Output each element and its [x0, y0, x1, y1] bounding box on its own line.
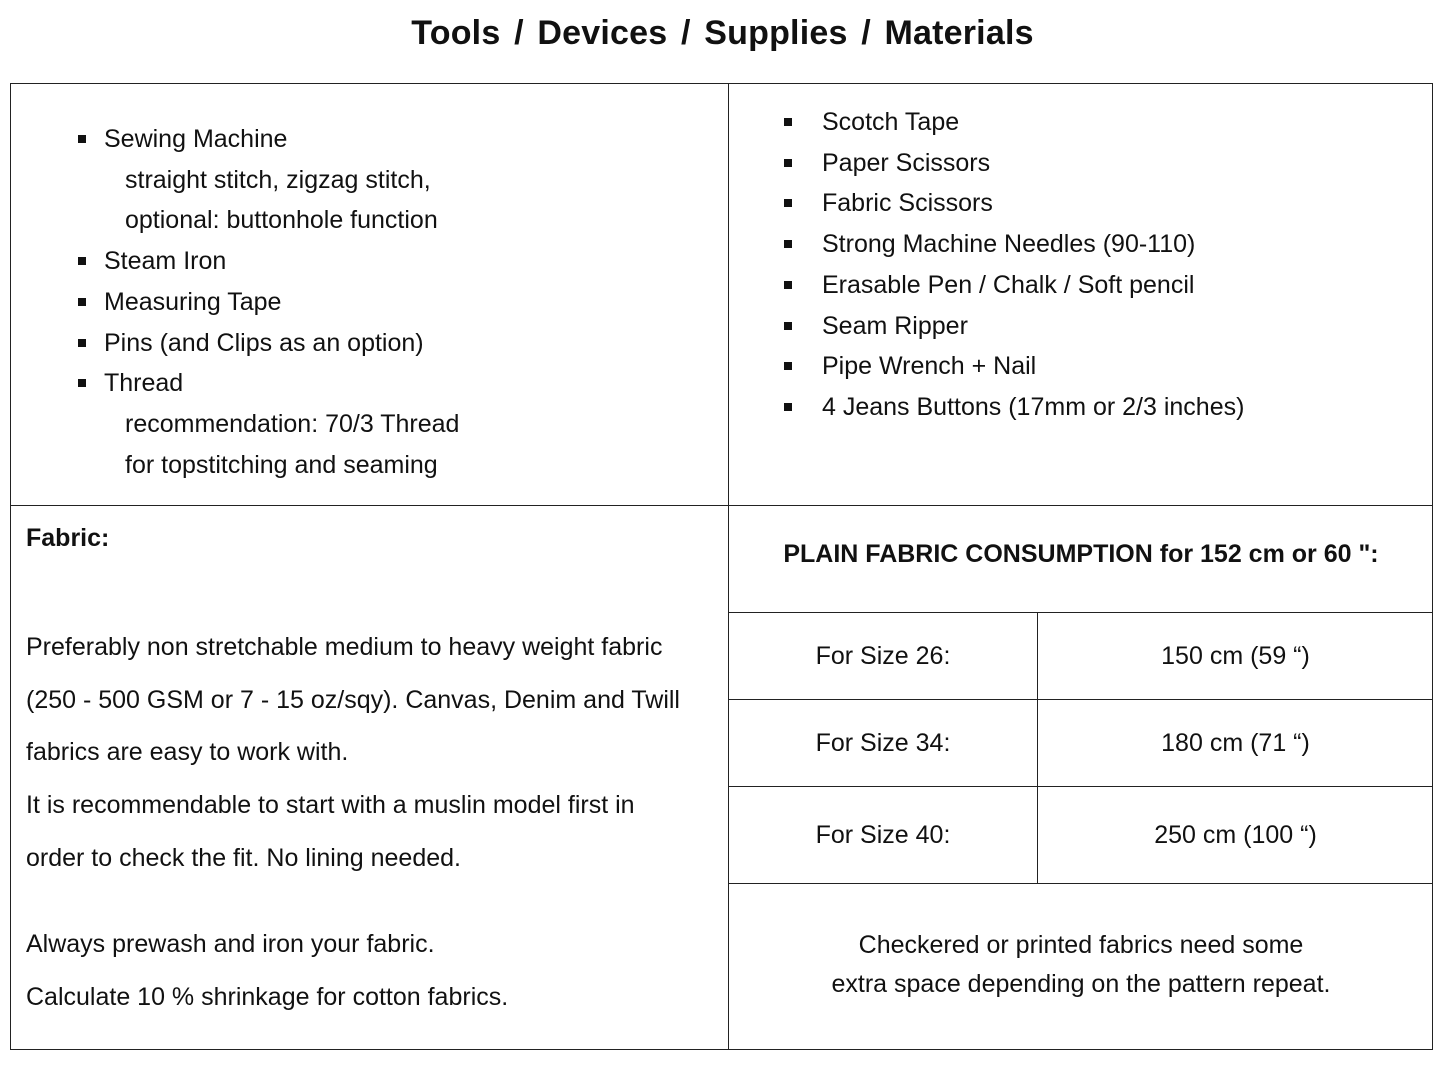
tool-label: Steam Iron: [104, 247, 227, 276]
list-item: [78, 119, 459, 241]
list-item: 4 Jeans Buttons (17mm or 2/3 inches): [784, 387, 1244, 428]
list-item: Fabric Scissors: [784, 183, 1244, 224]
fabric-care-notes: [26, 918, 726, 1023]
pattern-repeat-note: [729, 926, 1433, 1004]
text-line: Always prewash and iron your fabric.: [26, 930, 435, 958]
text-line: Preferably non stretchable medium to heavy weight fabric: [26, 633, 663, 661]
text-line: extra space depending on the pattern repeat.: [831, 970, 1331, 998]
row-divider: [10, 505, 1433, 506]
text-line: Calculate 10 % shrinkage for cotton fabrics.: [26, 982, 509, 1011]
list-item: [78, 241, 459, 282]
consumption-title: PLAIN FABRIC CONSUMPTION for 152 cm or 60 ":: [783, 540, 1379, 568]
list-item: Seam Ripper: [784, 306, 1244, 347]
text-line: Checkered or printed fabrics need some: [858, 931, 1304, 959]
list-item: Paper Scissors: [784, 143, 1244, 184]
list-item: Scotch Tape: [784, 102, 1244, 143]
tools-list-right: [784, 102, 1244, 428]
page-title: Tools / Devices / Supplies / Materials: [411, 14, 1034, 52]
text-line: It is recommendable to start with a muslin model first in: [26, 791, 635, 820]
tools-list-left: [78, 119, 459, 485]
row-divider: [729, 883, 1433, 884]
text-line: fabrics are easy to work with.: [26, 738, 349, 767]
list-item: [78, 363, 459, 485]
size-amount: 250 cm (100 “): [1154, 821, 1317, 849]
tool-label: Pins (and Clips as an option): [104, 328, 424, 357]
row-divider: [729, 786, 1433, 787]
fabric-description: [26, 621, 726, 885]
tool-detail: optional: buttonhole function: [125, 206, 438, 235]
size-label: For Size 34:: [815, 729, 951, 757]
list-item: Erasable Pen / Chalk / Soft pencil: [784, 265, 1244, 306]
size-amount: 180 cm (71 “): [1161, 729, 1310, 757]
tool-detail: for topstitching and seaming: [125, 450, 438, 479]
tool-label: Thread: [104, 369, 184, 398]
fabric-heading: Fabric:: [26, 524, 110, 552]
text-line: (250 - 500 GSM or 7 - 15 oz/sqy). Canvas, Denim and Twill: [26, 685, 680, 714]
size-amount: 150 cm (59 “): [1161, 642, 1310, 670]
list-item: [78, 323, 459, 364]
size-label: For Size 26:: [815, 642, 951, 670]
list-item: Strong Machine Needles (90-110): [784, 224, 1244, 265]
tool-detail: recommendation: 70/3 Thread: [125, 409, 460, 438]
text-line: order to check the fit. No lining needed.: [26, 843, 461, 872]
size-label: For Size 40:: [815, 821, 951, 849]
list-item: Pipe Wrench + Nail: [784, 346, 1244, 387]
tool-label: Measuring Tape: [104, 287, 282, 316]
tool-detail: straight stitch, zigzag stitch,: [125, 165, 431, 194]
row-divider: [729, 699, 1433, 700]
tool-label: Sewing Machine: [104, 125, 288, 153]
list-item: [78, 282, 459, 323]
row-divider: [729, 612, 1433, 613]
